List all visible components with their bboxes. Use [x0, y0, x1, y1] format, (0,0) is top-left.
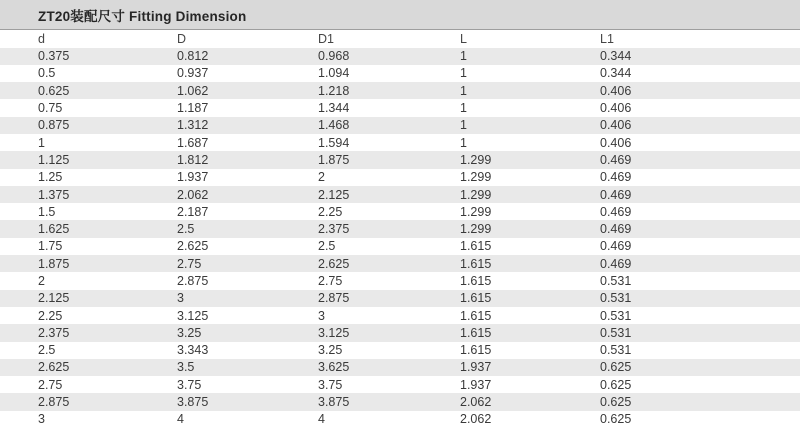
- cell-l: 1.615: [460, 239, 492, 254]
- table-row: [0, 169, 800, 186]
- table-row: [0, 342, 800, 359]
- cell-d1: 3.75: [318, 377, 343, 392]
- table-row: [0, 307, 800, 324]
- cell-d: 3.875: [177, 395, 209, 410]
- cell-d1: 1.344: [318, 101, 350, 116]
- cell-d: 1.187: [177, 101, 209, 116]
- cell-l1: 0.469: [600, 170, 632, 185]
- table-row: [0, 151, 800, 168]
- cell-l: 1: [460, 66, 467, 81]
- cell-d: 3.125: [177, 308, 209, 323]
- cell-l: 1.299: [460, 222, 492, 237]
- table-row: [0, 186, 800, 203]
- cell-l: 1: [460, 135, 467, 150]
- cell-l1: 0.406: [600, 118, 632, 133]
- cell-d: 4: [177, 412, 184, 427]
- cell-d: 2.5: [177, 222, 195, 237]
- cell-l: 1.615: [460, 256, 492, 271]
- cell-d1: 2: [318, 170, 325, 185]
- cell-l1: 0.625: [600, 395, 632, 410]
- cell-d: 1.75: [38, 239, 63, 254]
- cell-d: 2.625: [38, 360, 70, 375]
- table-row: [0, 65, 800, 82]
- cell-d: 0.375: [38, 49, 70, 64]
- cell-l1: 0.625: [600, 377, 632, 392]
- cell-d1: 2.5: [318, 239, 336, 254]
- cell-d: 2: [38, 274, 45, 288]
- cell-l: 1: [460, 49, 467, 64]
- cell-d1: 0.968: [318, 49, 350, 64]
- cell-d1: 2.25: [318, 204, 343, 219]
- fitting-dimension-table: [0, 30, 800, 428]
- cell-d: 1: [38, 135, 45, 150]
- cell-l: 1.299: [460, 204, 492, 219]
- cell-d: 1.125: [38, 152, 70, 167]
- cell-l1: 0.469: [600, 187, 632, 202]
- cell-d1: 1.218: [318, 83, 350, 98]
- table-row: [0, 48, 800, 65]
- table-row: [0, 99, 800, 116]
- cell-d1: 3.125: [318, 325, 350, 340]
- cell-d: 1.25: [38, 170, 63, 185]
- cell-d: 2.875: [38, 395, 70, 410]
- cell-d: 1.937: [177, 170, 209, 185]
- table-row: [0, 134, 800, 151]
- column-header-D: D: [177, 30, 318, 48]
- cell-d: 0.875: [38, 118, 70, 133]
- cell-d: 2.75: [177, 256, 202, 271]
- cell-l: 2.062: [460, 395, 492, 410]
- cell-d: 3.5: [177, 360, 195, 375]
- cell-l1: 0.406: [600, 135, 632, 150]
- cell-l1: 0.406: [600, 83, 632, 98]
- cell-d: 2.187: [177, 204, 209, 219]
- table-row: [0, 376, 800, 393]
- cell-d: 0.75: [38, 101, 63, 116]
- cell-l1: 0.531: [600, 308, 632, 323]
- cell-d: 3.75: [177, 377, 202, 392]
- cell-l1: 0.531: [600, 343, 632, 358]
- cell-d: 1.312: [177, 118, 209, 133]
- cell-l: 2.062: [460, 412, 492, 427]
- table-row: [0, 393, 800, 410]
- cell-d: 3: [177, 291, 184, 306]
- table-title-bar: [0, 0, 800, 30]
- table-row: [0, 255, 800, 272]
- cell-l1: 0.406: [600, 101, 632, 116]
- cell-d: 2.875: [177, 274, 209, 288]
- table-row: [0, 411, 800, 428]
- cell-d: 0.625: [38, 83, 70, 98]
- cell-d1: 2.875: [318, 291, 350, 306]
- cell-l: 1: [460, 101, 467, 116]
- cell-d: 1.375: [38, 187, 70, 202]
- cell-l: 1.615: [460, 325, 492, 340]
- cell-d: 2.5: [38, 343, 56, 358]
- cell-d: 0.812: [177, 49, 209, 64]
- cell-l: 1.615: [460, 291, 492, 306]
- cell-d: 2.625: [177, 239, 209, 254]
- cell-l1: 0.625: [600, 360, 632, 375]
- cell-d: 0.937: [177, 66, 209, 81]
- column-header-d: d: [0, 30, 177, 48]
- cell-l: 1.299: [460, 152, 492, 167]
- cell-d1: 3: [318, 308, 325, 323]
- cell-l: 1: [460, 118, 467, 133]
- cell-l: 1.299: [460, 170, 492, 185]
- cell-l1: 0.531: [600, 274, 632, 288]
- cell-d1: 3.875: [318, 395, 350, 410]
- cell-d1: 2.75: [318, 274, 343, 288]
- cell-d: 3.343: [177, 343, 209, 358]
- table-row: [0, 290, 800, 307]
- cell-d: 2.062: [177, 187, 209, 202]
- cell-d: 1.812: [177, 152, 209, 167]
- cell-l1: 0.469: [600, 222, 632, 237]
- cell-l1: 0.344: [600, 49, 632, 64]
- cell-d: 2.75: [38, 377, 63, 392]
- cell-l: 1.937: [460, 360, 492, 375]
- cell-l1: 0.531: [600, 325, 632, 340]
- cell-d1: 4: [318, 412, 325, 427]
- cell-d: 1.5: [38, 204, 56, 219]
- cell-l1: 0.469: [600, 256, 632, 271]
- cell-l: 1.299: [460, 187, 492, 202]
- column-header-D1: D1: [318, 30, 460, 48]
- cell-l: 1.615: [460, 274, 492, 288]
- cell-l: 1.937: [460, 377, 492, 392]
- cell-d1: 3.625: [318, 360, 350, 375]
- cell-d: 1.062: [177, 83, 209, 98]
- table-row: [0, 117, 800, 134]
- cell-d1: 2.125: [318, 187, 350, 202]
- table-row: [0, 220, 800, 237]
- cell-l1: 0.469: [600, 204, 632, 219]
- cell-d1: 1.594: [318, 135, 350, 150]
- cell-d: 2.375: [38, 325, 70, 340]
- cell-d: 2.125: [38, 291, 70, 306]
- column-header-L1: L1: [600, 30, 800, 48]
- cell-d1: 1.468: [318, 118, 350, 133]
- cell-d1: 2.625: [318, 256, 350, 271]
- cell-l1: 0.469: [600, 239, 632, 254]
- cell-d1: 2.375: [318, 222, 350, 237]
- cell-l1: 0.625: [600, 412, 632, 427]
- cell-d: 0.5: [38, 66, 56, 81]
- cell-d: 1.875: [38, 256, 70, 271]
- cell-d: 2.25: [38, 308, 63, 323]
- cell-d: 1.687: [177, 135, 209, 150]
- cell-d: 3.25: [177, 325, 202, 340]
- cell-l: 1.615: [460, 343, 492, 358]
- table-row: [0, 203, 800, 220]
- table-row: [0, 359, 800, 376]
- table-body: [0, 48, 800, 428]
- cell-d: 1.625: [38, 222, 70, 237]
- cell-l1: 0.344: [600, 66, 632, 81]
- table-row: [0, 272, 800, 289]
- cell-l1: 0.531: [600, 291, 632, 306]
- column-header-L: L: [460, 30, 600, 48]
- cell-d1: 3.25: [318, 343, 343, 358]
- table-header-row: [0, 30, 800, 48]
- cell-d: 3: [38, 412, 45, 427]
- page-title: ZT20装配尺寸 Fitting Dimension: [38, 8, 247, 24]
- cell-d1: 1.875: [318, 152, 350, 167]
- table-row: [0, 238, 800, 255]
- cell-l: 1.615: [460, 308, 492, 323]
- cell-l: 1: [460, 83, 467, 98]
- cell-d1: 1.094: [318, 66, 350, 81]
- cell-l1: 0.469: [600, 152, 632, 167]
- table-row: [0, 82, 800, 99]
- table-row: [0, 324, 800, 341]
